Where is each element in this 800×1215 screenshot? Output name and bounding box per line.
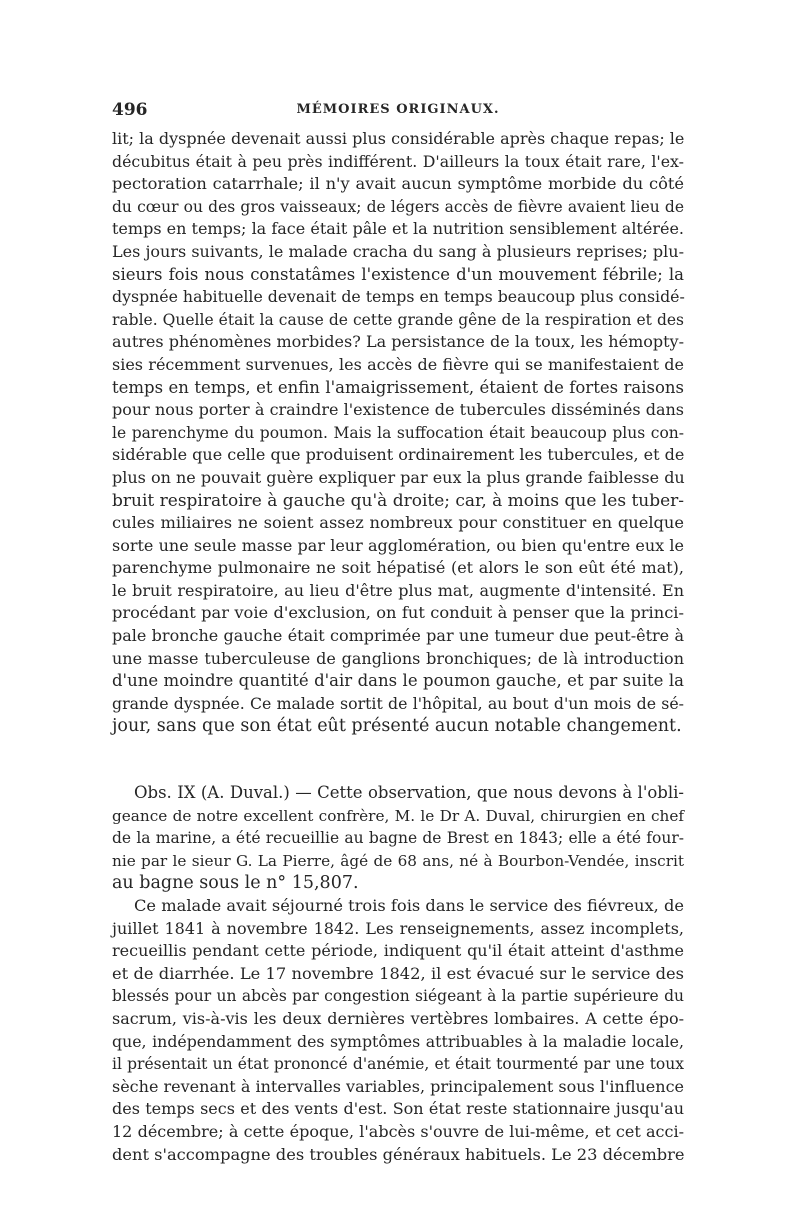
text-line: jour, sans que son état eût présenté aucun notable changement.	[112, 716, 682, 737]
text-line: sidérable que celle que produisent ordinairement les tubercules, et de	[112, 445, 685, 465]
text-line: le bruit respiratoire, au lieu d'être plus mat, augmente d'intensité. En	[112, 580, 684, 600]
text-line: pectoration catarrhale; il n'y avait aucun symptôme morbide du côté	[112, 174, 684, 194]
text-line: décubitus était à peu près indifférent. D'ailleurs la toux était rare, l'ex-	[112, 151, 684, 171]
text-line: autres phénomènes morbides? La persistance de la toux, les hémopty-	[112, 332, 684, 352]
text-line: Obs. IX (A. Duval.) — Cette observation, que nous devons à l'obli-	[134, 783, 684, 803]
text-line: temps en temps, et enfin l'amaigrissement, étaient de fortes raisons	[112, 377, 684, 397]
text-line: geance de notre excellent confrère, M. le Dr A. Duval, chirurgien en chef	[112, 806, 684, 825]
text-line: et de diarrhée. Le 17 novembre 1842, il est évacué sur le service des	[112, 963, 684, 983]
section-gap	[112, 738, 684, 782]
text-line: du cœur ou des gros vaisseaux; de légers accès de fièvre avaient lieu de	[112, 197, 684, 216]
text-line: sies récemment survenues, les accès de fièvre qui se manifestaient de	[112, 354, 684, 374]
text-line: que, indépendamment des symptômes attribuables à la maladie locale,	[112, 1031, 684, 1051]
text-line: le parenchyme du poumon. Mais la suffocation était beaucoup plus con-	[112, 423, 684, 442]
text-line: parenchyme pulmonaire ne soit hépatisé (et alors le son eût été mat),	[112, 558, 684, 578]
text-line: procédant par voie d'exclusion, on fut conduit à penser que la princi-	[112, 603, 684, 623]
text-line: des temps secs et des vents d'est. Son état reste stationnaire jusqu'au	[112, 1099, 684, 1119]
text-line: au bagne sous le n° 15,807.	[112, 873, 359, 894]
text-line: recueillis pendant cette période, indiquent qu'il était atteint d'asthme	[112, 941, 684, 961]
text-line: sacrum, vis-à-vis les deux dernières vertèbres lombaires. A cette épo-	[112, 1008, 684, 1028]
text-line: juillet 1841 à novembre 1842. Les renseignements, assez incomplets,	[112, 918, 684, 938]
text-line: sieurs fois nous constatâmes l'existence d'un mouvement fébrile; la	[112, 264, 684, 284]
page-number: 496	[112, 100, 148, 120]
text-line: rable. Quelle était la cause de cette grande gêne de la respiration et des	[112, 310, 684, 329]
running-title: MÉMOIRES ORIGINAUX.	[296, 102, 500, 117]
text-line: de la marine, a été recueillie au bagne de Brest en 1843; elle a été four-	[112, 829, 684, 848]
text-line: d'une moindre quantité d'air dans le poumon gauche, et par suite la	[112, 671, 684, 691]
book-page	[112, 92, 684, 1166]
text-line: sèche revenant à intervalles variables, principalement sous l'influence	[112, 1076, 684, 1096]
page-header	[112, 92, 684, 128]
text-line: pour nous porter à craindre l'existence de tubercules disséminés dans	[112, 400, 684, 420]
text-line: une masse tuberculeuse de ganglions bronchiques; de là introduction	[112, 648, 684, 668]
text-line: bruit respiratoire à gauche qu'à droite; car, à moins que les tuber-	[112, 490, 685, 511]
text-line: il présentait un état prononcé d'anémie, et était tourmenté par une toux	[112, 1055, 684, 1074]
paragraph-observation-ix	[112, 782, 684, 895]
paragraph-dyspnea-case	[112, 128, 684, 738]
text-line: sorte une seule masse par leur agglomération, ou bien qu'entre eux le	[112, 535, 684, 555]
text-line: dent s'accompagne des troubles généraux habituels. Le 23 décembre	[112, 1144, 685, 1164]
text-line: temps en temps; la face était pâle et la nutrition sensiblement altérée.	[112, 219, 684, 239]
text-line: nie par le sieur G. La Pierre, âgé de 68 ans, né à Bourbon-Vendée, inscrit	[112, 851, 684, 870]
text-line: grande dyspnée. Ce malade sortit de l'hôpital, au bout d'un mois de sé-	[112, 693, 684, 713]
text-line: dyspnée habituelle devenait de temps en temps beaucoup plus considé-	[112, 287, 685, 307]
paragraph-patient-history	[112, 895, 684, 1166]
text-line: lit; la dyspnée devenait aussi plus considérable après chaque repas; le	[112, 129, 685, 148]
text-line: pale bronche gauche était comprimée par une tumeur due peut-être à	[112, 626, 684, 646]
text-line: 12 décembre; à cette époque, l'abcès s'ouvre de lui-même, et cet acci-	[112, 1121, 684, 1141]
text-line: Ce malade avait séjourné trois fois dans le service des fiévreux, de	[134, 896, 684, 915]
text-line: Les jours suivants, le malade cracha du sang à plusieurs reprises; plu-	[112, 241, 684, 261]
text-line: cules miliaires ne soient assez nombreux pour constituer en quelque	[112, 513, 684, 533]
text-line: blessés pour un abcès par congestion siégeant à la partie supérieure du	[112, 987, 684, 1006]
text-line: plus on ne pouvait guère expliquer par eux la plus grande faiblesse du	[112, 467, 685, 487]
